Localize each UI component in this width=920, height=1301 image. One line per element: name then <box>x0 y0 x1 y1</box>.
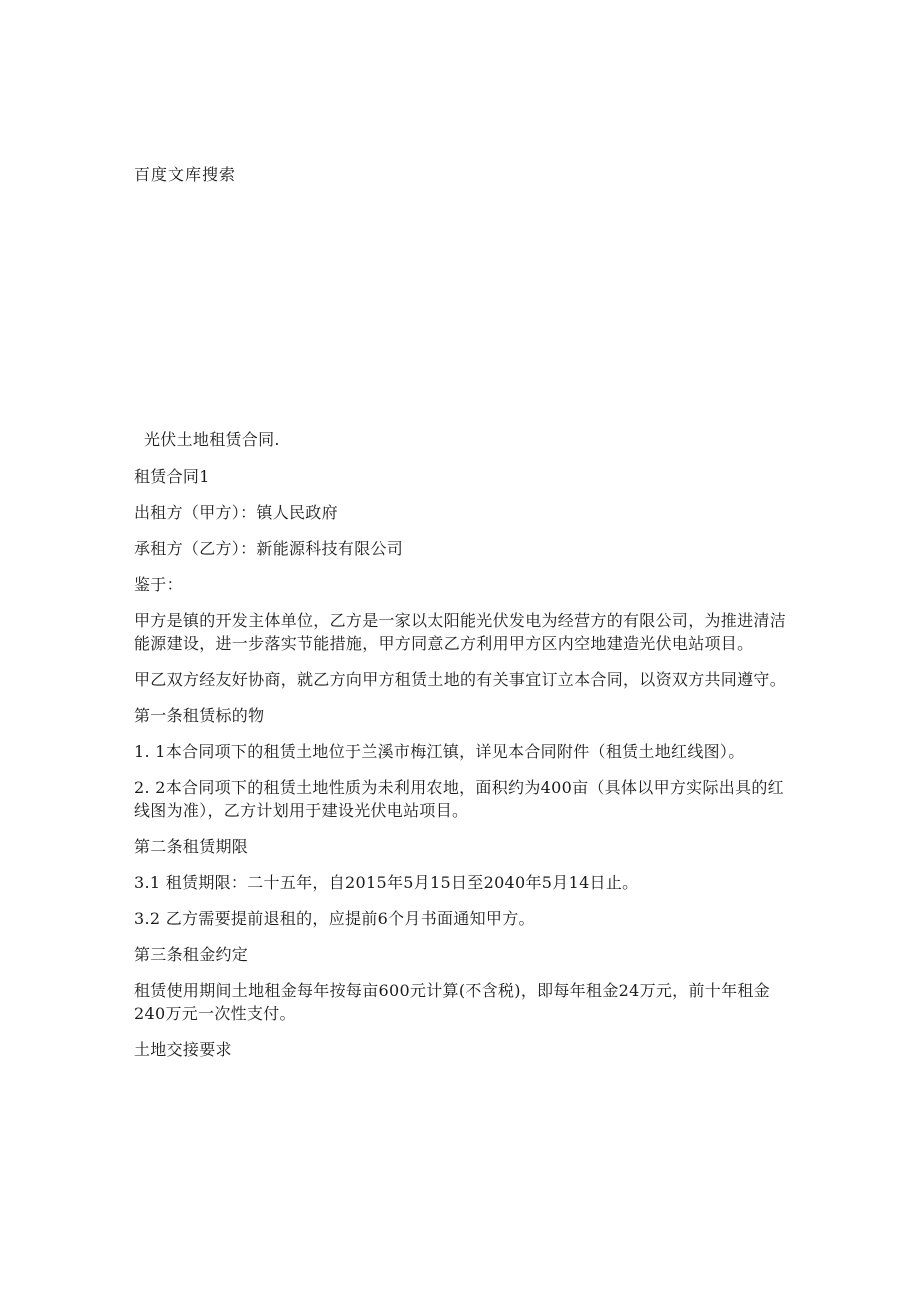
paragraph-background: 甲方是镇的开发主体单位，乙方是一家以太阳能光伏发电为经营方的有限公司，为推进清洁能源建设，进一步落实节能措施，甲方同意乙方利用甲方区内空地建造光伏电站项目。 <box>134 611 787 653</box>
paragraph-agreement: 甲乙双方经友好协商，就乙方向甲方租赁土地的有关事宜订立本合同，以资双方共同遵守。 <box>134 670 787 689</box>
document-body <box>134 428 788 1074</box>
article-1-title: 第一条租赁标的物 <box>134 706 265 725</box>
clause-3-2: 3.2 乙方需要提前退租的，应提前6个月书面通知甲方。 <box>134 909 535 928</box>
rent-paragraph: 租赁使用期间土地租金每年按每亩600元计算(不含税)，即每年租金24万元，前十年租金240万元一次性支付。 <box>134 981 770 1023</box>
clause-3-1: 3.1 租赁期限：二十五年，自2015年5月15日至2040年5月14日止。 <box>134 873 639 892</box>
search-header-text: 百度文库搜索 <box>134 165 237 184</box>
clause-1-1: 1. 1本合同项下的租赁土地位于兰溪市梅江镇，详见本合同附件（租赁土地红线图）。 <box>134 742 745 761</box>
party-a: 出租方（甲方）：镇人民政府 <box>134 503 338 522</box>
article-2-title: 第二条租赁期限 <box>134 837 249 856</box>
article-3-title: 第三条租金约定 <box>134 945 249 964</box>
party-b: 承租方（乙方）：新能源科技有限公司 <box>134 539 404 558</box>
document-title: 光伏土地租赁合同. <box>144 430 280 449</box>
document-subtitle: 租赁合同1 <box>134 467 210 486</box>
land-handover-heading: 土地交接要求 <box>134 1040 232 1059</box>
whereas-heading: 鉴于： <box>134 575 183 594</box>
clause-1-2: 2. 2本合同项下的租赁土地性质为未利用农地，面积约为400亩（具体以甲方实际出具的红线图为准），乙方计划用于建设光伏电站项目。 <box>134 778 784 820</box>
